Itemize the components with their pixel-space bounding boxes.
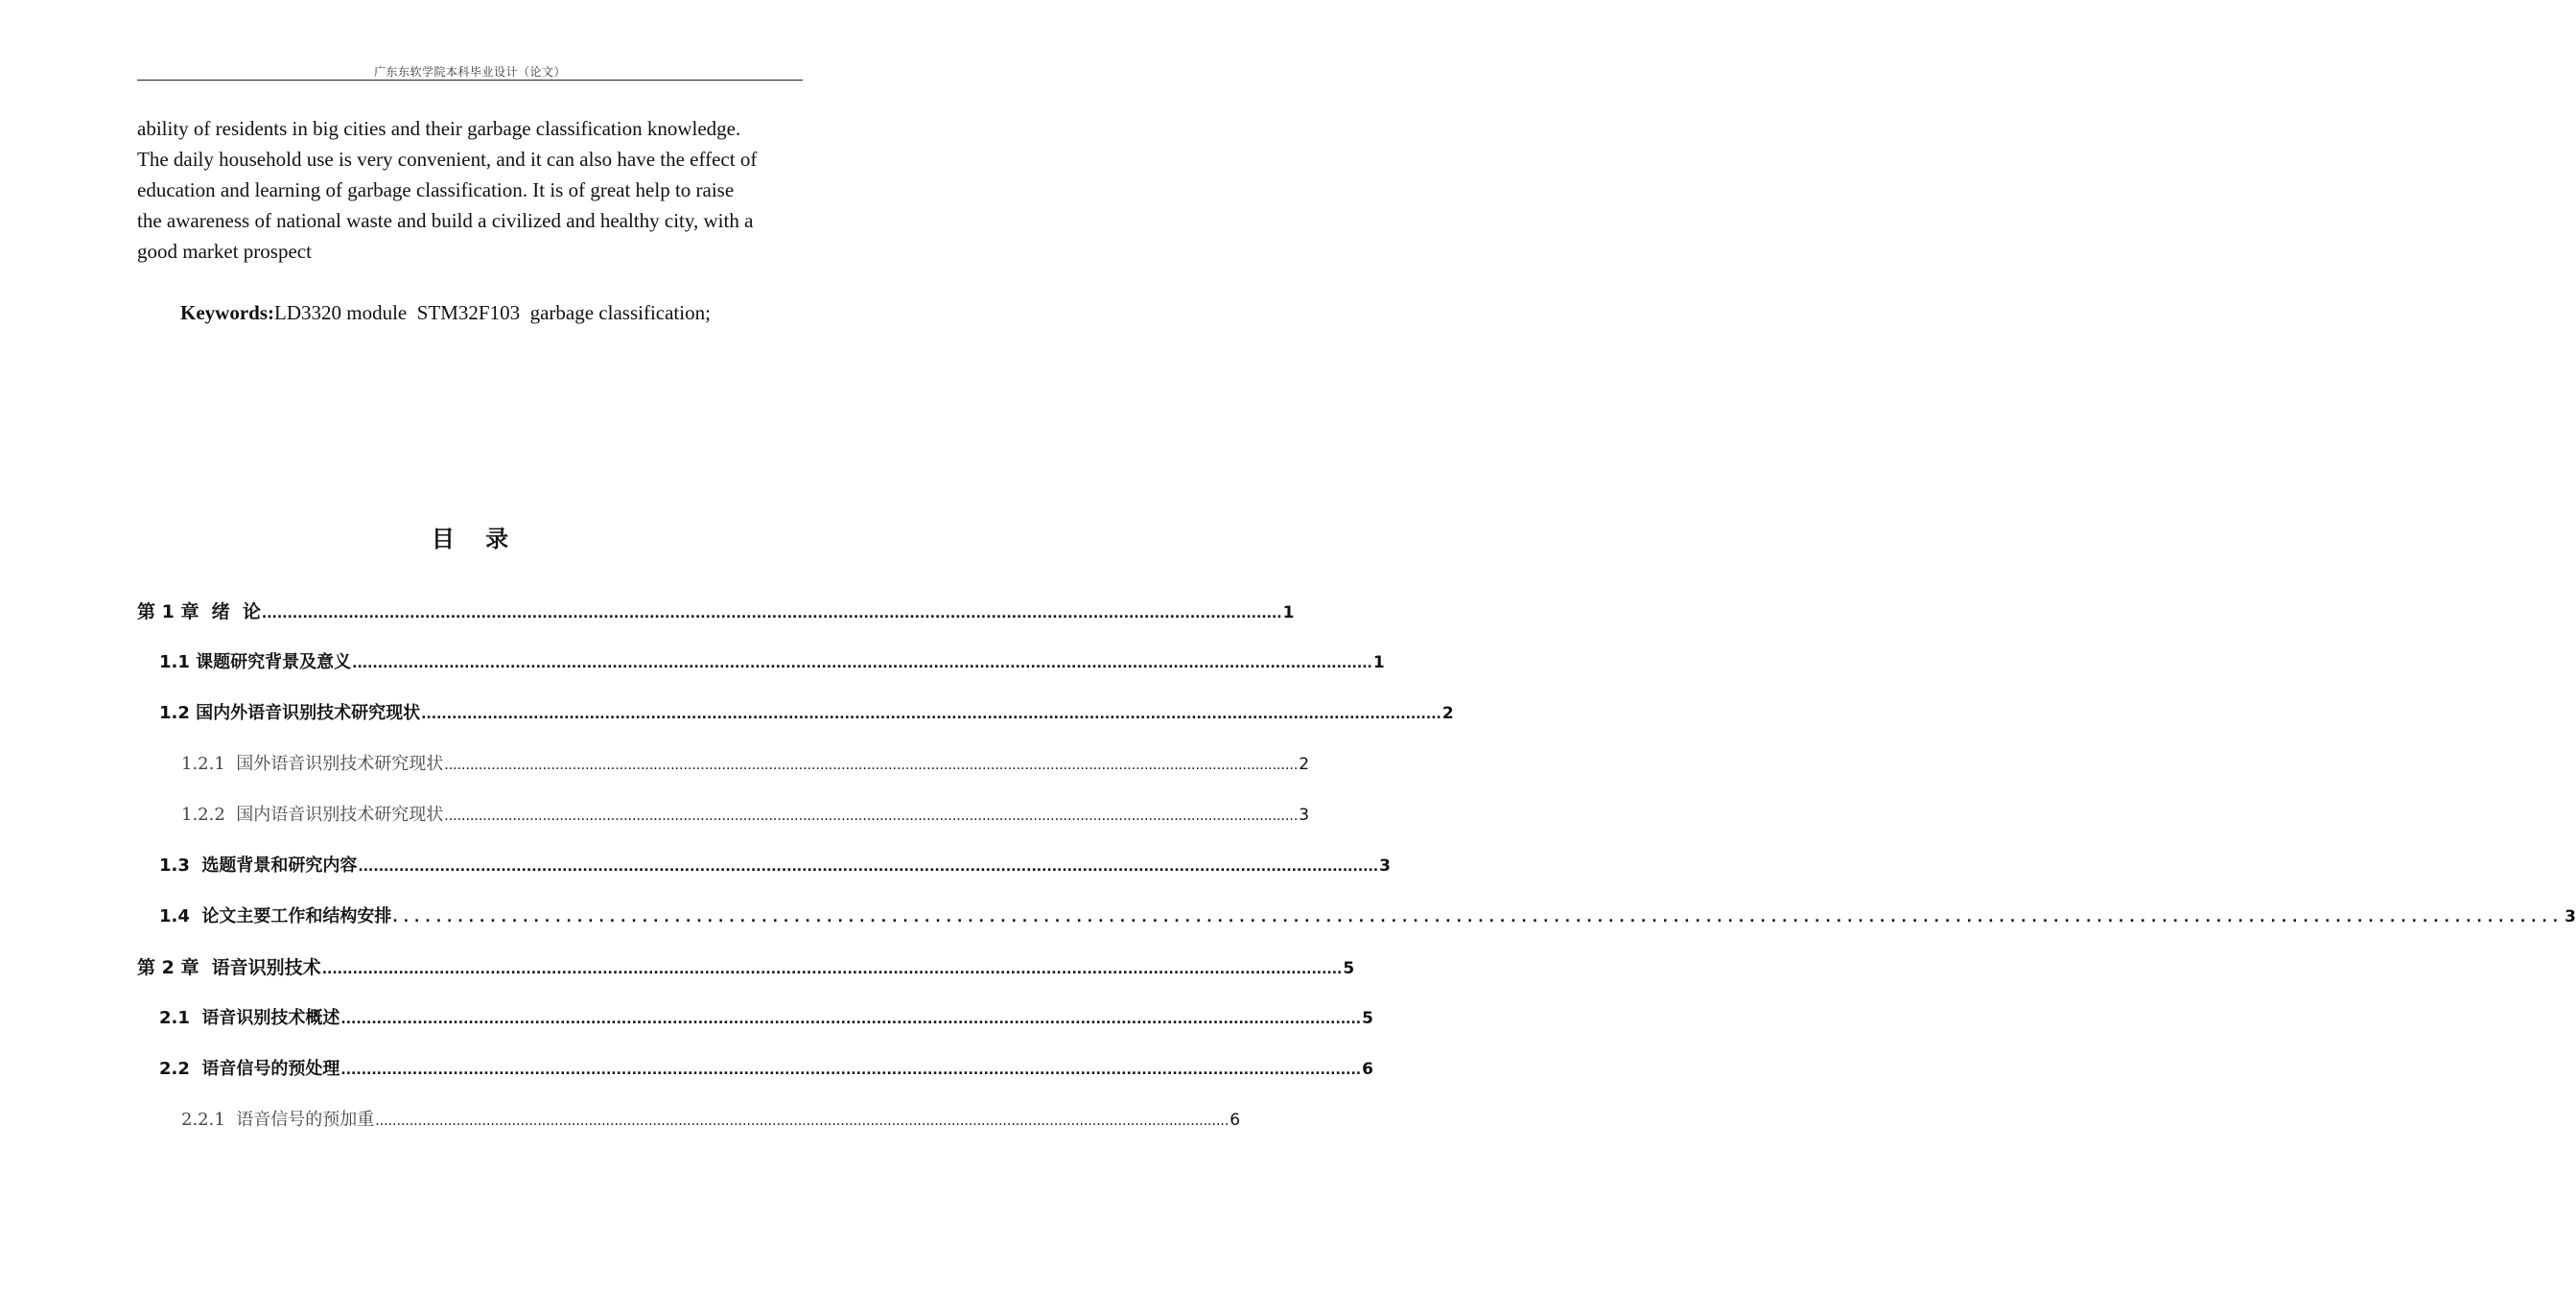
toc-page-number: 5 <box>1362 1009 1373 1028</box>
toc-entry-label: 第 1 章 绪 论 <box>137 601 261 622</box>
toc-entry-label: 1.2.2 国内语音识别技术研究现状 <box>181 805 444 825</box>
abstract-line: education and learning of garbage classification. It is of great help to raise <box>137 178 735 201</box>
toc-entry-chapter-1[interactable] <box>137 598 1295 626</box>
toc-entry-1-3[interactable] <box>159 852 1391 880</box>
toc-entry-label: 1.1 课题研究背景及意义 <box>159 652 352 672</box>
toc-page-number: 1 <box>1372 653 1385 672</box>
toc-dot-leader: ........................................................................................................................................................................................................ <box>392 910 2564 926</box>
toc-dot-leader: ........................................................................................................................................................................................................ <box>340 1063 1362 1078</box>
toc-entry-1-2-1[interactable] <box>181 750 1310 779</box>
toc-entry-label: 1.2.1 国外语音识别技术研究现状 <box>181 754 444 774</box>
toc-page-number: 3 <box>1299 806 1310 825</box>
abstract-line: good market prospect <box>137 240 312 263</box>
toc-entry-label: 第 2 章 语音识别技术 <box>137 957 321 978</box>
toc-entry-label: 1.4 论文主要工作和结构安排 <box>159 906 392 926</box>
running-header: 广东东软学院本科毕业设计（论文） <box>373 65 566 79</box>
toc-entry-2-2[interactable] <box>159 1055 1373 1084</box>
toc-page-number: 6 <box>1362 1060 1373 1079</box>
toc-entry-1-4[interactable] <box>159 902 2576 931</box>
toc-entry-label: 2.1 语音识别技术概述 <box>159 1008 340 1028</box>
toc-dot-leader: ........................................................................................................................................................................................................ <box>444 758 1299 773</box>
abstract-line: ability of residents in big cities and their garbage classification knowledge. <box>137 117 741 140</box>
abstract-line: The daily household use is very convenient, and it can also have the effect of <box>137 148 758 171</box>
toc-entry-2-1[interactable] <box>159 1004 1373 1033</box>
toc-dot-leader: ........................................................................................................................................................................................................ <box>375 1113 1229 1129</box>
keywords-line <box>180 297 711 328</box>
toc-entry-label: 1.3 选题背景和研究内容 <box>159 855 358 876</box>
toc-page-number: 2 <box>1299 755 1310 774</box>
toc-entry-2-2-1[interactable] <box>181 1106 1241 1135</box>
toc-entry-label: 2.2 语音信号的预处理 <box>159 1059 340 1079</box>
toc-dot-leader: ........................................................................................................................................................................................................ <box>444 809 1299 824</box>
toc-page-number: 3 <box>1379 856 1391 876</box>
toc-entry-label: 1.2 国内外语音识别技术研究现状 <box>159 703 421 723</box>
toc-entry-1-2[interactable] <box>159 699 1454 728</box>
keywords-label: Keywords: <box>180 301 274 324</box>
toc-page-number: 2 <box>1441 704 1454 723</box>
toc-dot-leader: ........................................................................................................................................................................................................ <box>421 707 1441 722</box>
toc-entry-1-2-2[interactable] <box>181 801 1310 830</box>
toc-dot-leader: ........................................................................................................................................................................................................ <box>261 606 1282 621</box>
toc-page-number: 3 <box>2564 907 2576 926</box>
toc-dot-leader: ........................................................................................................................................................................................................ <box>321 962 1343 977</box>
toc-entry-1-1[interactable] <box>159 648 1385 677</box>
abstract-line: the awareness of national waste and build a civilized and healthy city, with a <box>137 209 754 232</box>
toc-dot-leader: ........................................................................................................................................................................................................ <box>352 656 1372 671</box>
toc-entry-chapter-2[interactable] <box>137 953 1355 982</box>
toc-page-number: 1 <box>1282 603 1295 622</box>
toc-page-number: 6 <box>1229 1111 1241 1130</box>
keywords-value: LD3320 module STM32F103 garbage classification; <box>274 301 711 324</box>
toc-dot-leader: ........................................................................................................................................................................................................ <box>340 1012 1362 1027</box>
toc-title: 目 录 <box>431 526 521 552</box>
header-divider <box>137 80 803 81</box>
toc-page-number: 5 <box>1343 959 1355 978</box>
toc-dot-leader: ........................................................................................................................................................................................................ <box>358 859 1379 875</box>
toc-entry-label: 2.2.1 语音信号的预加重 <box>181 1110 375 1130</box>
abstract-paragraph <box>137 113 808 267</box>
